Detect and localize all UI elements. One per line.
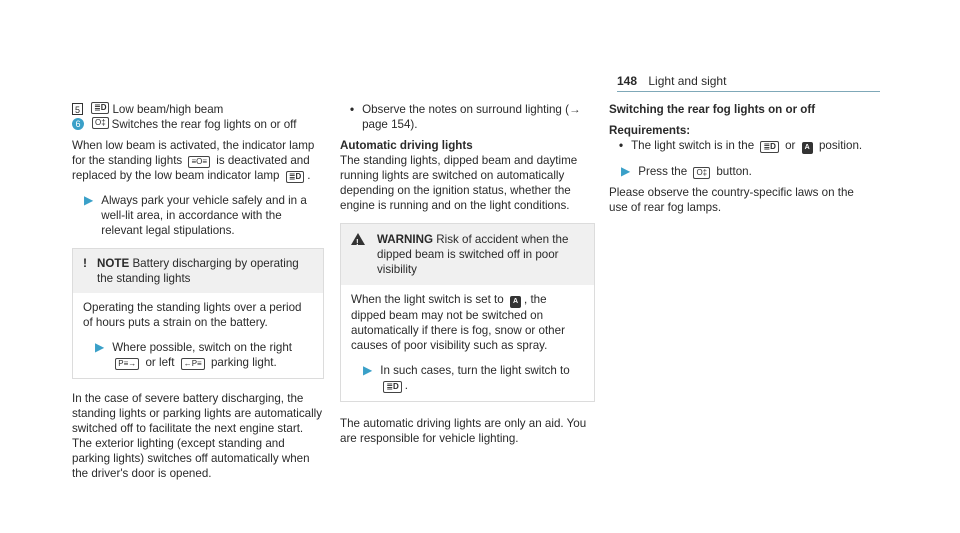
text: parking light. — [210, 356, 277, 369]
section-title: Light and sight — [648, 74, 727, 88]
text: , the dipped beam may not be switched on automatically if there is fog, snow or other causes of poor visibility such as spray. — [351, 293, 565, 352]
column-3 — [609, 102, 864, 215]
column-2 — [340, 102, 595, 446]
text: position. — [818, 139, 863, 152]
warning-label: WARNING — [377, 233, 434, 246]
requirements-label: Requirements: — [609, 124, 691, 137]
step-arrow-icon: ▶ — [621, 164, 631, 178]
note-box — [72, 248, 324, 379]
warning-step: ▶ In such cases, turn the light switch to ≣D . — [363, 363, 570, 392]
instruction-step — [84, 193, 324, 238]
rear-fog-icon: O‡ — [92, 117, 109, 129]
step-text: Always park your vehicle safely and in a well-lit area, in accordance with the relevant legal stipulations. — [101, 194, 307, 237]
warning-triangle-icon: ! — [351, 233, 365, 245]
auto-icon: A — [802, 142, 813, 154]
step-arrow-icon: ▶ — [363, 363, 373, 377]
text: or left — [145, 356, 175, 369]
note-label: NOTE — [97, 257, 130, 270]
paragraph: Please observe the country-specific laws on the use of rear fog lamps. — [609, 186, 854, 214]
parking-light-right-icon: P≡→ — [115, 358, 139, 370]
exclamation-icon: ! — [83, 256, 87, 270]
legend-text: Switches the rear fog lights on or off — [111, 118, 297, 131]
low-beam-icon: ≣D — [383, 381, 401, 393]
bullet-text: Observe the notes on surround lighting (→ page 154). — [362, 103, 581, 131]
parking-light-left-icon: ←P≡ — [181, 358, 205, 370]
warning-box — [340, 223, 595, 402]
warning-title: Risk of accident when the dipped beam is switched off in poor visibility — [377, 233, 569, 276]
standing-lights-icon: ≡O≡ — [188, 156, 210, 168]
page-number: 148 — [617, 74, 638, 88]
step-arrow-icon: ▶ — [84, 193, 94, 207]
page-header — [617, 74, 726, 89]
column-1 — [72, 102, 324, 481]
step-arrow-icon: ▶ — [95, 340, 105, 354]
paragraph: When low beam is activated, the indicator lamp for the standing lights ≡O≡ is deactivated and replaced by the low beam indicator lamp ≣D . — [72, 139, 315, 182]
legend-item-5 — [72, 102, 324, 117]
legend-item-6 — [72, 117, 324, 132]
section-heading: Automatic driving lights — [340, 139, 473, 152]
low-beam-icon: ≣D — [286, 171, 304, 183]
low-beam-icon: ≣D — [91, 102, 109, 114]
text: In such cases, turn the light switch to — [380, 364, 570, 377]
rear-fog-icon: O‡ — [693, 167, 710, 179]
header-rule — [617, 91, 880, 92]
text: When low beam is activated, the indicator lamp for the standing lights — [72, 139, 315, 167]
text: The light switch is in the — [631, 139, 755, 152]
text: is deactivated and replaced by the low beam indicator lamp — [72, 154, 310, 182]
text: Where possible, switch on the right — [112, 341, 293, 354]
legend-text: Low beam/high beam — [112, 103, 224, 116]
paragraph: The standing lights, dipped beam and daytime running lights are switched on automatically depending on the ignition status, whether the engine is running and on the light conditions. — [340, 154, 578, 212]
paragraph: In the case of severe battery discharging, the standing lights or parking lights are automatically switched off to facilitate the next engine start. — [72, 392, 323, 435]
text: When the light switch is set to — [351, 293, 504, 306]
warning-body — [341, 285, 594, 401]
note-text: Operating the standing lights over a period of hours puts a strain on the battery. — [83, 301, 302, 329]
warning-header — [341, 224, 594, 285]
paragraph: The exterior lighting (except standing and parking lights) switches off automatically when the driver's door is opened. — [72, 437, 310, 480]
paragraph: The automatic driving lights are only an aid. You are responsible for vehicle lighting. — [340, 417, 587, 445]
text: or — [785, 139, 796, 152]
list-item — [619, 138, 864, 154]
key-5-badge: 5 — [72, 103, 83, 115]
list-item — [350, 102, 595, 132]
bullet-icon: • — [350, 103, 355, 116]
text: button. — [716, 165, 752, 178]
text: Press the — [638, 165, 688, 178]
note-body — [73, 293, 323, 378]
note-title: Battery discharging by operating the standing lights — [97, 257, 299, 285]
low-beam-icon: ≣D — [760, 141, 778, 153]
bullet-icon: • — [619, 139, 624, 152]
key-6-badge: 6 — [72, 118, 84, 130]
instruction-step — [621, 164, 864, 179]
auto-icon: A — [510, 296, 521, 308]
note-header — [73, 249, 323, 293]
section-heading: Switching the rear fog lights on or off — [609, 103, 816, 116]
note-step — [95, 340, 313, 370]
